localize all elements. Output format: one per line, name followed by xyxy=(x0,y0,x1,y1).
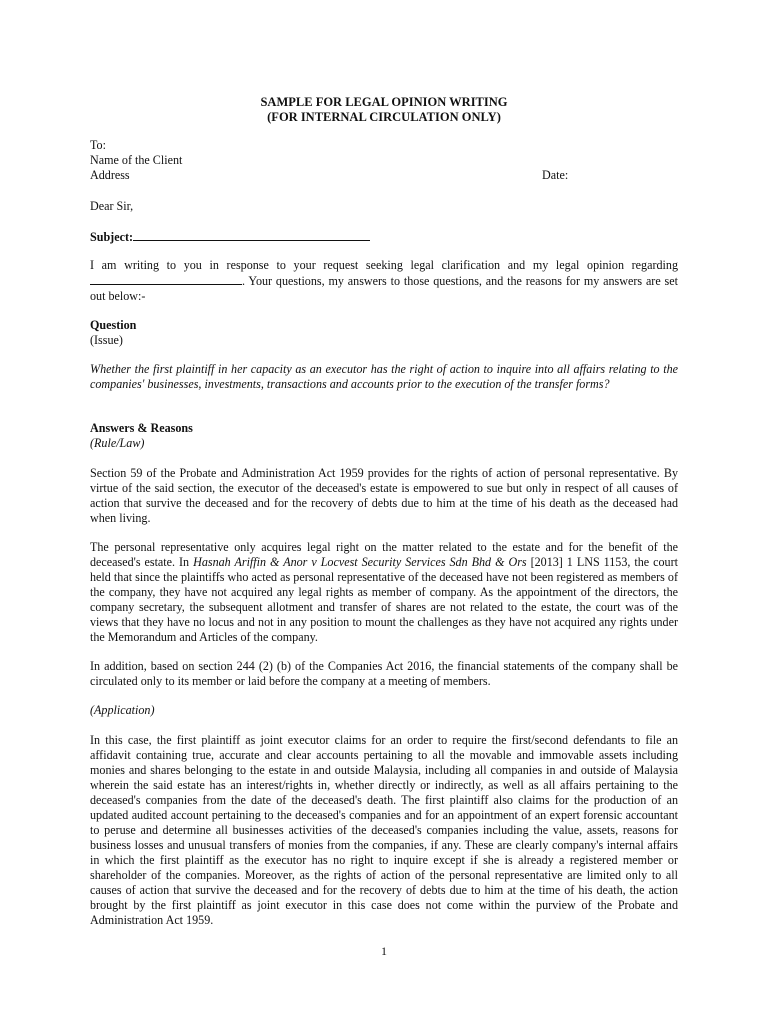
date-label: Date: xyxy=(542,168,569,182)
p2-text-b: [2013] 1 LNS 1153, the court held that since the plaintiffs who acted as personal representative of the deceased have not been registered as members of the company, they have not acquired any legal rights as member of company. As the appointment of the directors, the company secretary, the subsequent allotment and transfer of shares are not related to the estate, the court was of the views that they have no locus and not in any position to mount the challenges as they have not acquired any rights under the Memorandum and Articles of the company. xyxy=(90,555,678,644)
salutation: Dear Sir, xyxy=(90,199,134,213)
answers-heading: Answers & Reasons xyxy=(90,421,193,435)
client-name: Name of the Client xyxy=(90,153,183,167)
answers-paragraph-2 xyxy=(90,540,678,645)
intro-text-1: I am writing to you in response to your request seeking legal clarification and my legal opinion regarding xyxy=(90,258,678,272)
to-label: To: xyxy=(90,138,106,152)
document-subtitle: (FOR INTERNAL CIRCULATION ONLY) xyxy=(267,110,501,124)
subject-line xyxy=(90,229,678,245)
p2-text-a: The personal representative only acquires legal right on the matter related to the estate and for the benefit of the deceased's estate. In xyxy=(90,540,678,569)
question-heading: Question xyxy=(90,318,137,332)
question-sub: (Issue) xyxy=(90,333,123,347)
regarding-blank xyxy=(90,273,242,285)
page-number: 1 xyxy=(381,944,387,958)
answers-paragraph-3: In addition, based on section 244 (2) (b) of the Companies Act 2016, the financial statements of the company shall be circulated only to its member or laid before the company at a meeting of members. xyxy=(90,659,678,688)
subject-blank xyxy=(133,229,370,241)
question-text: Whether the first plaintiff in her capacity as an executor has the right of action to inquire into all affairs relating to the companies' businesses, investments, transactions and accounts prior to the execution of the transfer forms? xyxy=(90,362,678,391)
application-heading: (Application) xyxy=(90,703,155,717)
client-address: Address xyxy=(90,168,130,182)
intro-paragraph xyxy=(90,258,678,304)
intro-text-2: . Your questions, my answers to those questions, and the reasons for my answers are set out below:- xyxy=(90,274,678,303)
answers-paragraph-1: Section 59 of the Probate and Administration Act 1959 provides for the rights of action of personal representative. By virtue of the said section, the executor of the deceased's estate is empowered to sue but only in respect of all causes of action that survive the deceased and for the recovery of debts due to him at the time of his death as the deceased had when living. xyxy=(90,466,678,525)
subject-label: Subject: xyxy=(90,230,133,244)
document-title: SAMPLE FOR LEGAL OPINION WRITING xyxy=(260,95,508,109)
application-paragraph: In this case, the first plaintiff as joint executor claims for an order to require the first/second defendants to file an affidavit containing true, accurate and clear accounts pertaining to all the movable and immovable assets including monies and shares belonging to the estate in and outside Malaysia, including all companies in and outside of Malaysia wherein the said estate has an interest/rights in, whether directly or indirectly, as well as all affairs pertaining to the deceased's companies from the date of the deceased's death. The first plaintiff also claims for the production of an updated audited account pertaining to the deceased's companies and for an appointment of an expert forensic accountant to peruse and determine all businesses activities of the deceased's companies including the value, assets, reasons for business losses and unusual transfers of monies from the companies, if any. These are clearly company's internal affairs in which the first plaintiff as the executor has no right to inquire except if she is already a registered member or shareholder of the companies. Moreover, as the rights of action of the personal representative are limited only to all causes of action that survive the deceased and for the recovery of debts due to him at the time of his death, the action brought by the first plaintiff as joint executor in this case does not come within the purview of the Probate and Administration Act 1959. xyxy=(90,733,678,927)
answers-sub: (Rule/Law) xyxy=(90,436,145,450)
case-citation: Hasnah Ariffin & Anor v Locvest Security Services Sdn Bhd & Ors xyxy=(193,555,527,569)
